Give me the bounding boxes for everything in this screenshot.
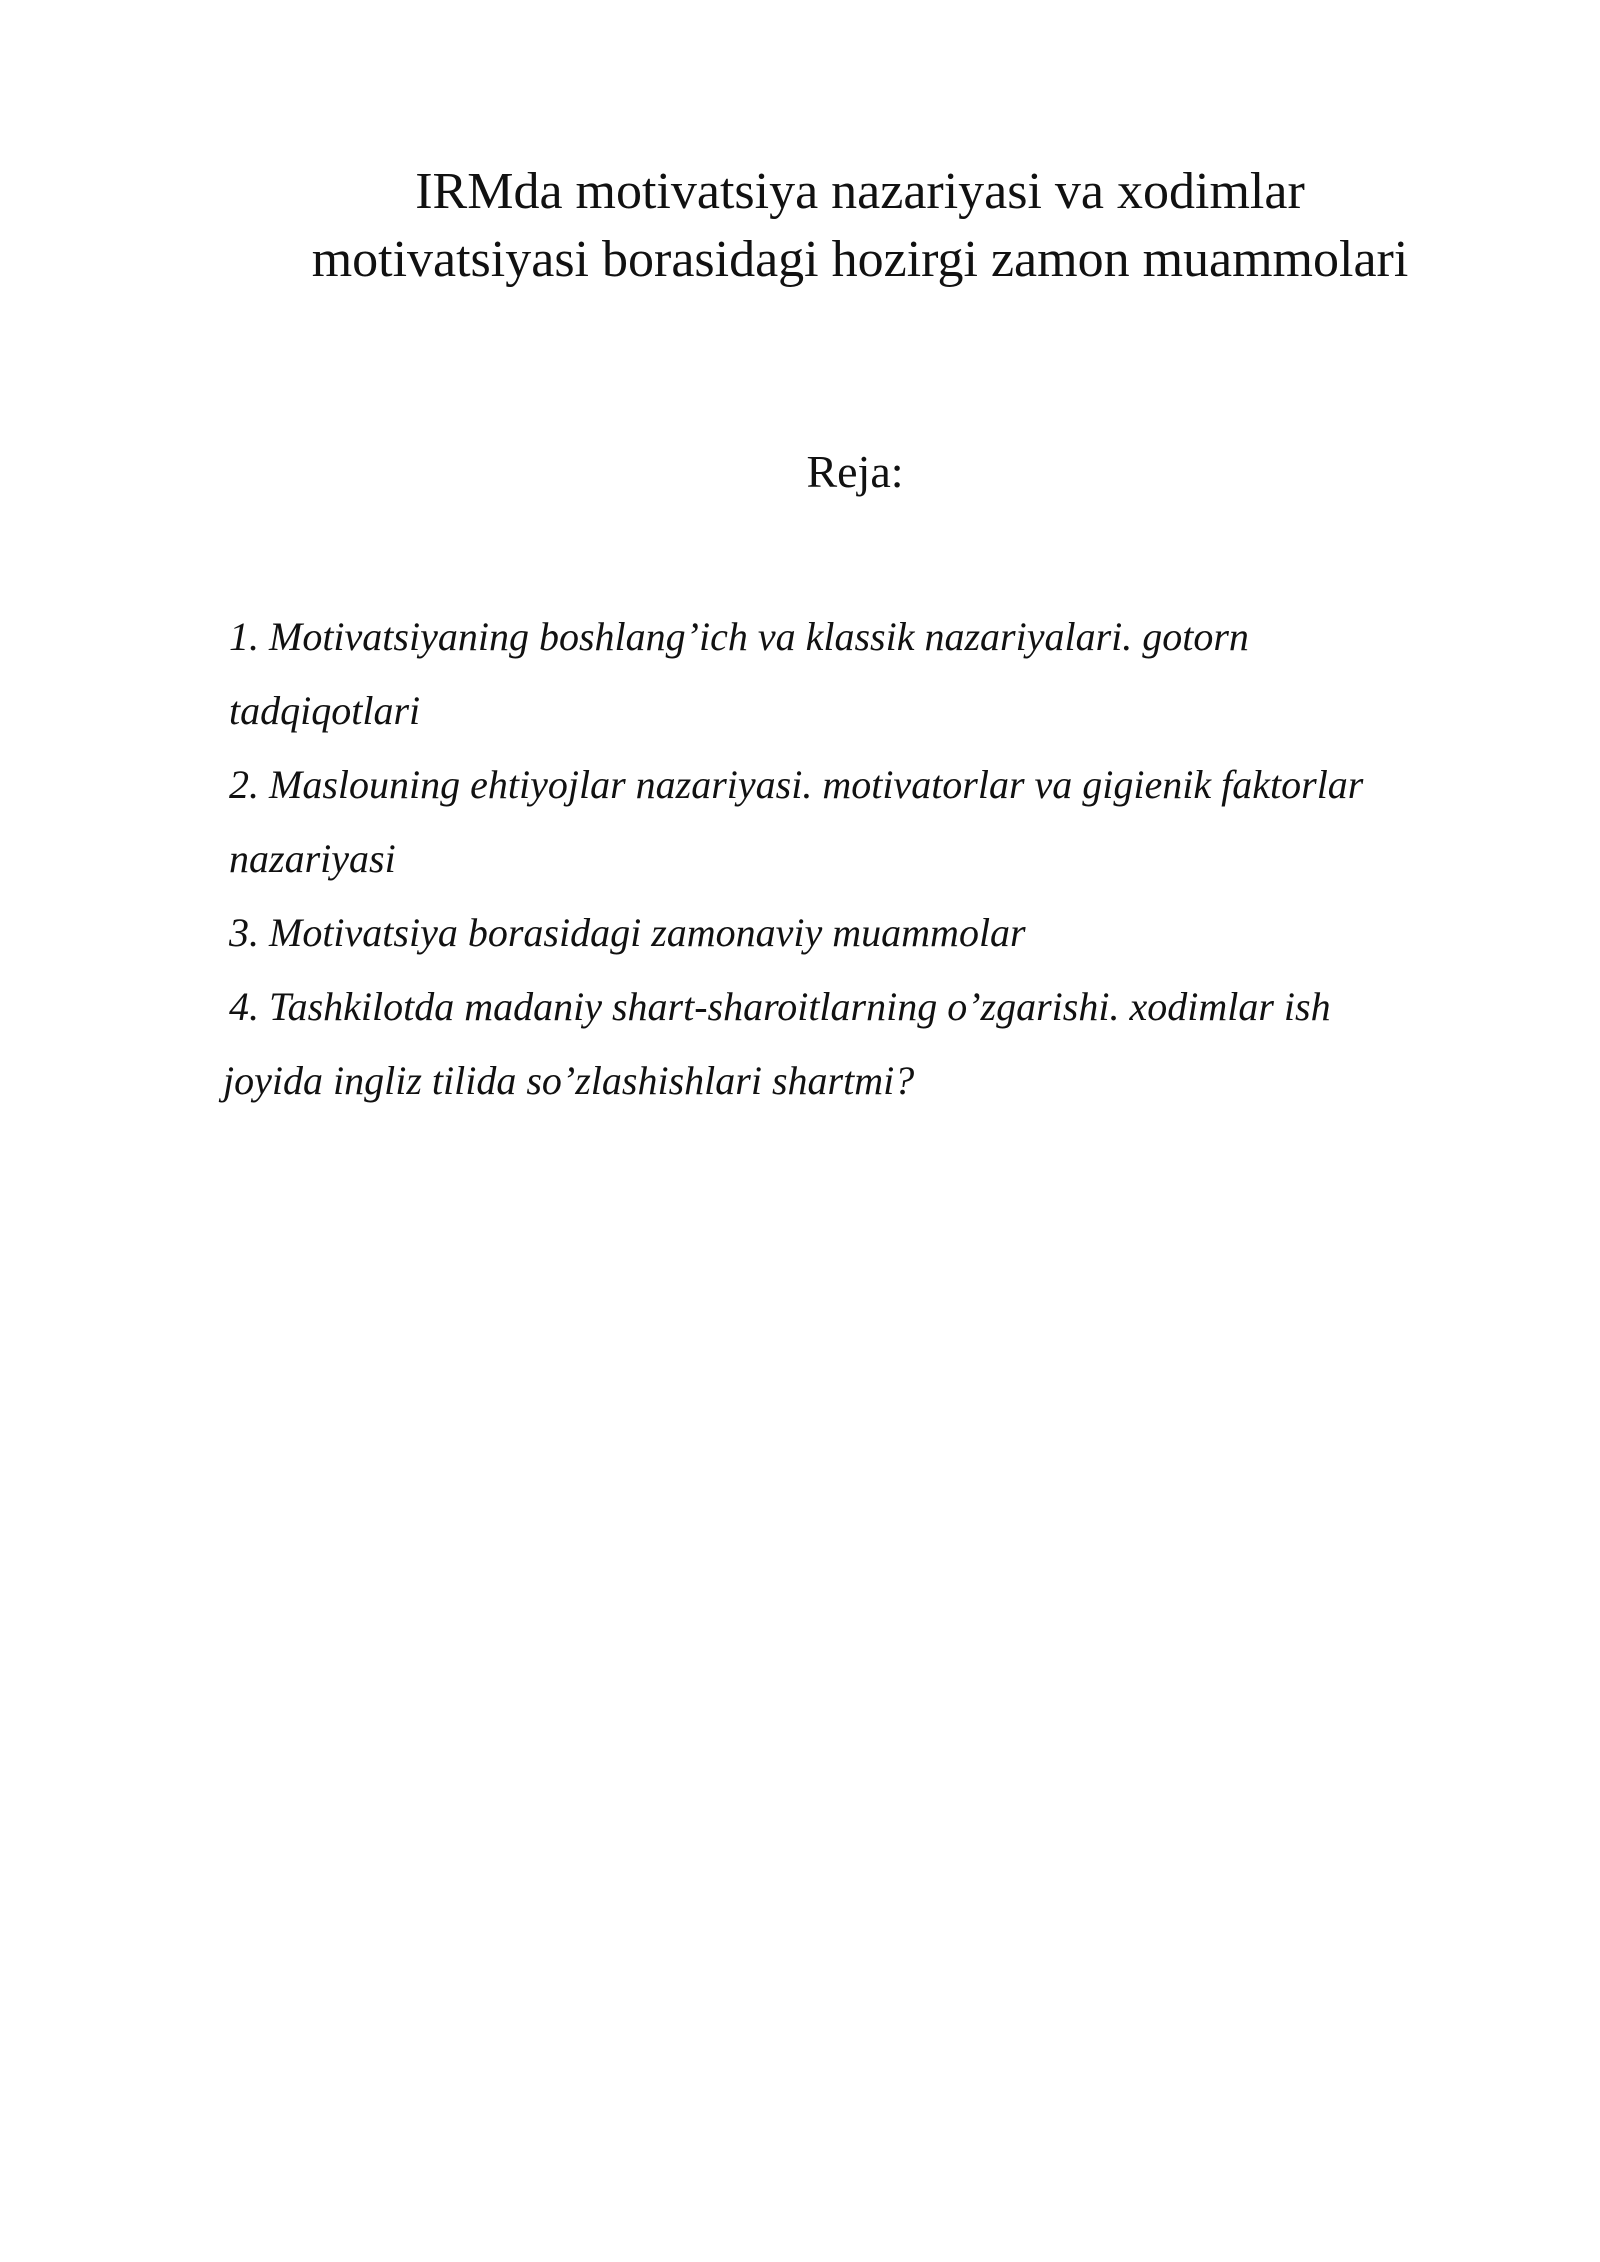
plan-item-4-line-2: joyida ingliz tilida so’zlashishlari shartmi? bbox=[223, 1058, 915, 1103]
plan-item-4-line-1: 4. Tashkilotda madaniy shart-sharoitlarning o’zgarishi. xodimlar ish bbox=[229, 984, 1331, 1029]
plan-item-1-line-2: tadqiqotlari bbox=[229, 688, 421, 733]
title-line-1: IRMda motivatsiya nazariyasi va xodimlar bbox=[415, 163, 1305, 220]
title-line-2: motivatsiyasi borasidagi hozirgi zamon muammolari bbox=[311, 231, 1409, 288]
plan-item-3-line-1: 3. Motivatsiya borasidagi zamonaviy muammolar bbox=[229, 910, 1026, 955]
plan-list bbox=[223, 600, 1529, 1118]
plan-item-2-line-1: 2. Maslouning ehtiyojlar nazariyasi. motivatorlar va gigienik faktorlar bbox=[229, 762, 1364, 807]
plan-item-4 bbox=[223, 970, 1529, 1118]
document-title bbox=[150, 158, 1570, 294]
plan-item-2-line-2: nazariyasi bbox=[229, 836, 396, 881]
plan-heading: Reja: bbox=[806, 446, 904, 497]
plan-item-1 bbox=[229, 600, 1529, 748]
plan-item-2 bbox=[229, 748, 1529, 896]
plan-item-3 bbox=[229, 896, 1529, 970]
plan-item-1-line-1: 1. Motivatsiyaning boshlang’ich va klassik nazariyalari. gotorn bbox=[229, 614, 1249, 659]
